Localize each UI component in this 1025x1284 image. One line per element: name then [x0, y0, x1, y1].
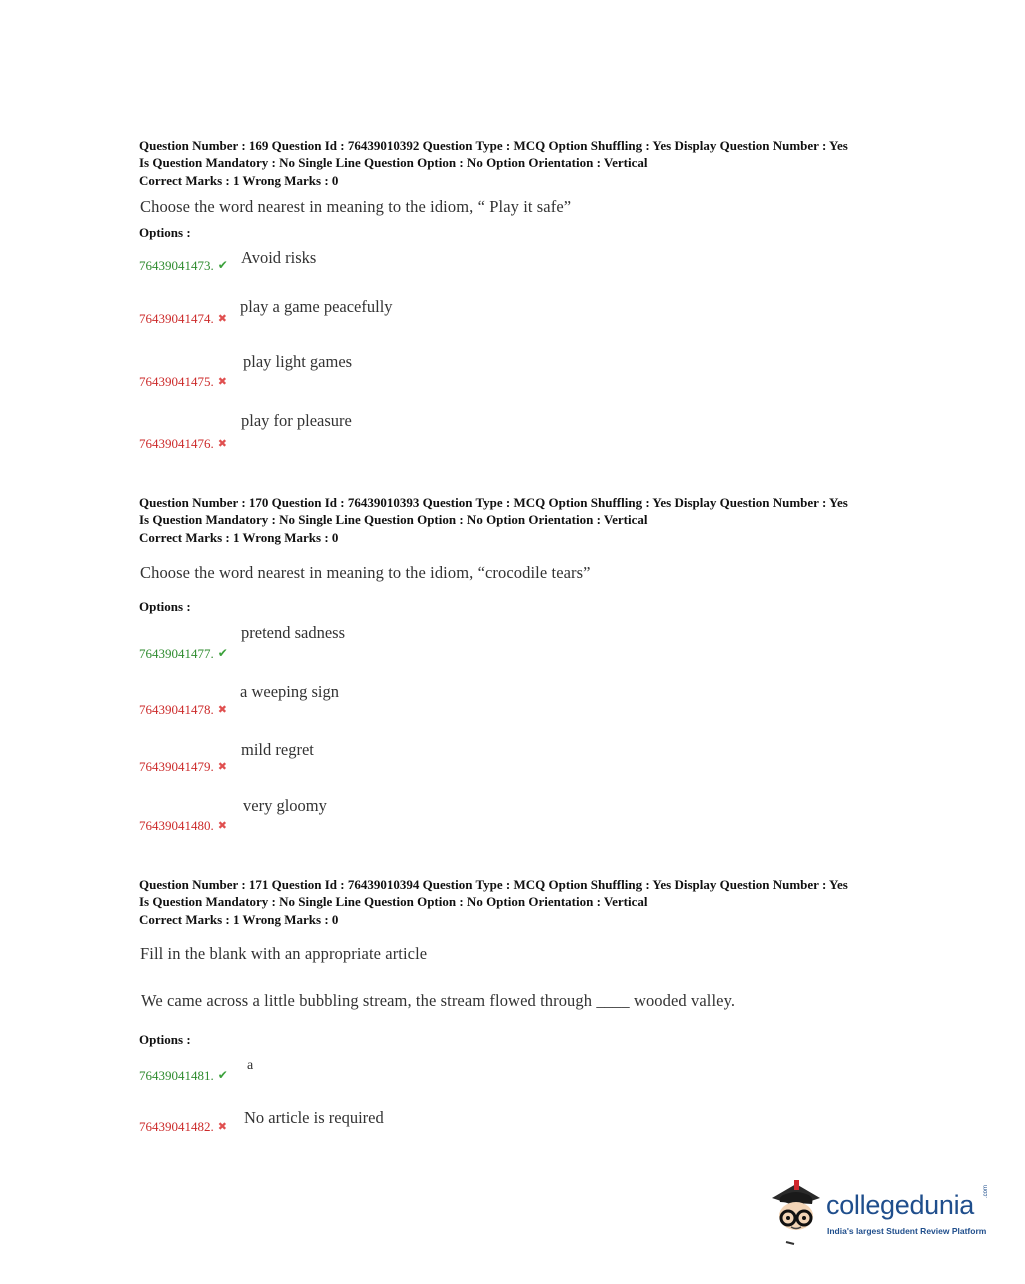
option-id: 76439041478. ✖ — [139, 702, 227, 717]
option-text: pretend sadness — [241, 623, 346, 642]
option-text: Avoid risks — [241, 248, 317, 267]
question-170-stem: Choose the word nearest in meaning to the idiom, “crocodile tears” — [140, 563, 591, 582]
check-icon: ✔ — [217, 258, 228, 272]
option-text: mild regret — [241, 740, 314, 759]
option-text: a — [247, 1058, 254, 1073]
option-id: 76439041476. ✖ — [139, 436, 227, 451]
question-171-stem: Fill in the blank with an appropriate article — [140, 944, 428, 963]
marks-line: Correct Marks : 1 Wrong Marks : 0 — [139, 173, 339, 188]
marks-line: Correct Marks : 1 Wrong Marks : 0 — [139, 530, 339, 545]
meta-line-1: Question Number : 169 Question Id : 76439010392 Question Type : MCQ Option Shuffling : Yes Display Question Number : Yes — [139, 138, 848, 153]
option-text: play light games — [243, 352, 353, 371]
option-id: 76439041477. ✔ — [139, 646, 228, 661]
check-icon: ✔ — [217, 1068, 228, 1082]
option-id: 76439041474. ✖ — [139, 311, 227, 326]
question-169-meta — [139, 138, 939, 190]
option-text: No article is required — [244, 1108, 384, 1127]
question-169-stem: Choose the word nearest in meaning to the idiom, “ Play it safe” — [140, 197, 572, 216]
meta-line-2: Is Question Mandatory : No Single Line Question Option : No Option Orientation : Vertical — [139, 893, 648, 909]
option-id: 76439041482. ✖ — [139, 1119, 227, 1134]
option-text: play a game peacefully — [240, 297, 393, 316]
cross-icon: ✖ — [217, 761, 227, 773]
cross-icon: ✖ — [217, 1121, 227, 1133]
check-icon: ✔ — [217, 646, 228, 660]
option-id: 76439041480. ✖ — [139, 818, 227, 833]
option-text: very gloomy — [243, 796, 327, 815]
meta-line-1: Question Number : 170 Question Id : 76439010393 Question Type : MCQ Option Shuffling : Yes Display Question Number : Yes — [139, 495, 848, 510]
cross-icon: ✖ — [217, 820, 227, 832]
options-label: Options : — [139, 599, 191, 614]
question-171-sentence: We came across a little bubbling stream, the stream flowed through ____ wooded valley. — [141, 991, 736, 1010]
cross-icon: ✖ — [217, 313, 227, 325]
option-id: 76439041481. ✔ — [139, 1068, 228, 1083]
question-170-meta — [139, 495, 939, 547]
cross-icon: ✖ — [217, 376, 227, 388]
meta-line-2: Is Question Mandatory : No Single Line Question Option : No Option Orientation : Vertical — [139, 511, 648, 527]
option-id: 76439041479. ✖ — [139, 759, 227, 774]
options-label: Options : — [139, 225, 191, 240]
options-label: Options : — [139, 1032, 191, 1047]
collegedunia-logo — [766, 1176, 996, 1248]
option-id: 76439041473. ✔ — [139, 258, 228, 273]
marks-line: Correct Marks : 1 Wrong Marks : 0 — [139, 912, 339, 927]
logo-suffix: .com — [983, 1184, 989, 1198]
logo-wordmark: collegedunia — [826, 1190, 975, 1220]
meta-line-2: Is Question Mandatory : No Single Line Question Option : No Option Orientation : Vertical — [139, 154, 648, 170]
mascot-icon — [766, 1176, 826, 1248]
logo-tagline: India's largest Student Review Platform — [827, 1226, 987, 1236]
question-171-meta — [139, 877, 939, 929]
option-text: a weeping sign — [240, 682, 339, 701]
cross-icon: ✖ — [217, 438, 227, 450]
option-text: play for pleasure — [241, 411, 352, 430]
meta-line-1: Question Number : 171 Question Id : 76439010394 Question Type : MCQ Option Shuffling : Yes Display Question Number : Yes — [139, 877, 848, 892]
option-id: 76439041475. ✖ — [139, 374, 227, 389]
cross-icon: ✖ — [217, 704, 227, 716]
